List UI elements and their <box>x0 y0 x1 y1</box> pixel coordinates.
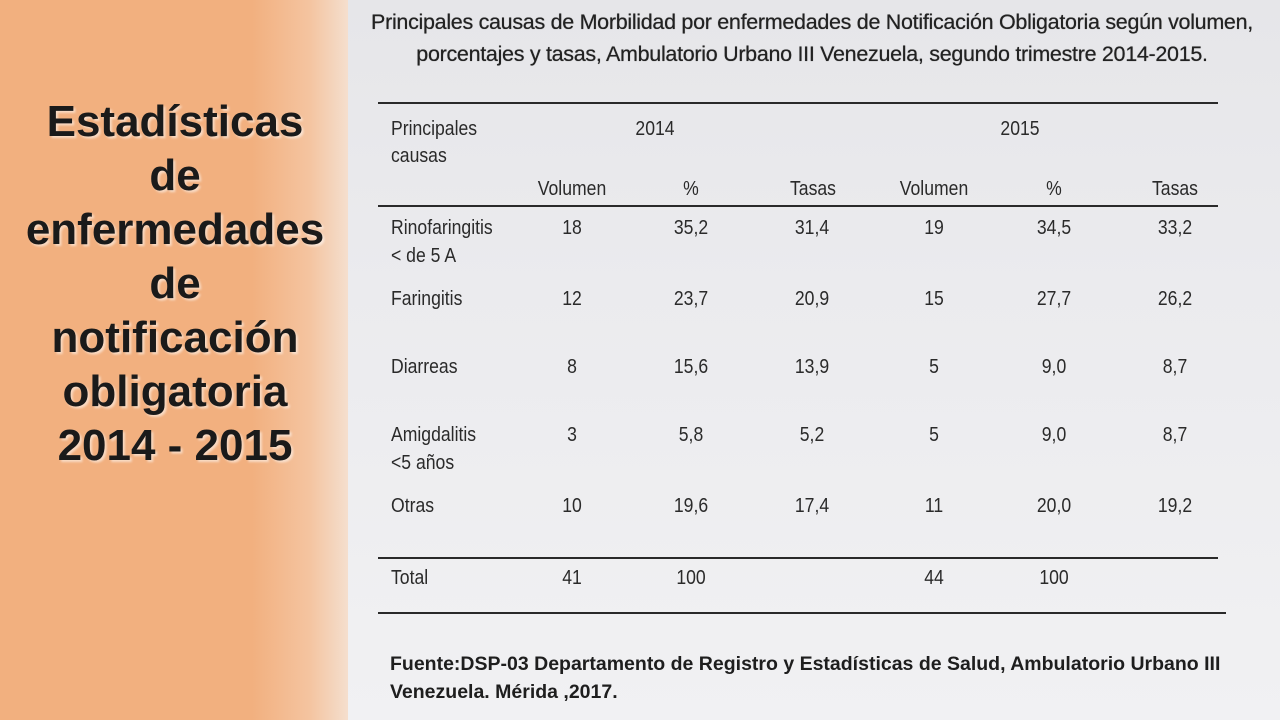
cell-tasas-2015: 19,2 <box>1157 495 1193 517</box>
cell-tasas-2014: 17,4 <box>794 495 830 517</box>
table-total-rule <box>378 557 1218 559</box>
cell-tasas-2014: 5,2 <box>799 424 825 446</box>
header-year-2014: 2014 <box>635 118 675 140</box>
cell-volumen-2015: 15 <box>924 288 944 310</box>
row-cause: Amigdalitis <box>391 424 477 446</box>
cell-percent-2014: 35,2 <box>673 217 709 239</box>
slide-title <box>0 95 350 473</box>
total-volumen-2014: 41 <box>562 567 582 589</box>
header-year-2015: 2015 <box>1000 118 1040 140</box>
cell-tasas-2015: 8,7 <box>1162 356 1188 378</box>
subheader-percent-2014: % <box>683 178 699 200</box>
cell-percent-2014: 15,6 <box>673 356 709 378</box>
slide-title-line: notificación <box>51 313 299 362</box>
slide-title-line: enfermedades <box>25 205 325 254</box>
row-cause: Diarreas <box>391 356 458 378</box>
left-title-panel <box>0 0 360 720</box>
total-volumen-2015: 44 <box>924 567 944 589</box>
table-caption <box>356 6 1268 70</box>
cell-volumen-2014: 12 <box>562 288 582 310</box>
source-line: Fuente:DSP-03 Departamento de Registro y Estadísticas de Salud, Ambulatorio Urbano III <box>390 653 1221 675</box>
table-bottom-rule <box>378 612 1226 614</box>
subheader-tasas-2015: Tasas <box>1152 178 1198 200</box>
cell-volumen-2014: 10 <box>562 495 582 517</box>
cell-tasas-2014: 20,9 <box>794 288 830 310</box>
cell-volumen-2014: 18 <box>562 217 582 239</box>
cell-percent-2015: 27,7 <box>1036 288 1072 310</box>
total-label: Total <box>391 567 429 589</box>
cell-percent-2014: 23,7 <box>673 288 709 310</box>
slide-title-line: de <box>149 259 201 308</box>
slide-title-line: obligatoria <box>62 367 288 416</box>
total-percent-2015: 100 <box>1039 567 1069 589</box>
cell-tasas-2014: 31,4 <box>794 217 830 239</box>
table-source-note <box>390 650 1230 706</box>
table-caption-line: Principales causas de Morbilidad por enfermedades de Notificación Obligatoria según volumen, <box>371 10 1253 34</box>
cell-volumen-2014: 3 <box>567 424 577 446</box>
slide-title-line: 2014 - 2015 <box>57 421 293 470</box>
cell-percent-2014: 5,8 <box>678 424 704 446</box>
cell-percent-2014: 19,6 <box>673 495 709 517</box>
table-top-rule <box>378 102 1218 104</box>
table-document-image <box>348 0 1280 720</box>
table-header-rule <box>378 205 1218 207</box>
subheader-volumen-2015: Volumen <box>899 178 969 200</box>
cell-tasas-2015: 8,7 <box>1162 424 1188 446</box>
total-percent-2014: 100 <box>676 567 706 589</box>
cell-tasas-2015: 33,2 <box>1157 217 1193 239</box>
cell-volumen-2015: 5 <box>929 356 939 378</box>
cell-tasas-2015: 26,2 <box>1157 288 1193 310</box>
cell-percent-2015: 34,5 <box>1036 217 1072 239</box>
cell-percent-2015: 9,0 <box>1041 356 1067 378</box>
cell-volumen-2015: 19 <box>924 217 944 239</box>
slide-title-line: Estadísticas <box>46 97 304 146</box>
cell-volumen-2015: 5 <box>929 424 939 446</box>
row-cause: Faringitis <box>391 288 463 310</box>
cell-percent-2015: 9,0 <box>1041 424 1067 446</box>
row-cause-sub: <5 años <box>391 452 455 474</box>
header-cause: Principales <box>391 118 478 140</box>
subheader-percent-2015: % <box>1046 178 1062 200</box>
slide-title-line: de <box>149 151 201 200</box>
row-cause-sub: < de 5 A <box>391 245 457 267</box>
cell-tasas-2014: 13,9 <box>794 356 830 378</box>
subheader-tasas-2014: Tasas <box>790 178 836 200</box>
row-cause: Rinofaringitis <box>391 217 493 239</box>
source-line: Venezuela. Mérida ,2017. <box>390 681 618 703</box>
table-caption-line: porcentajes y tasas, Ambulatorio Urbano III Venezuela, segundo trimestre 2014-2015. <box>416 42 1208 66</box>
cell-volumen-2014: 8 <box>567 356 577 378</box>
header-cause: causas <box>391 145 447 167</box>
row-cause: Otras <box>391 495 435 517</box>
cell-percent-2015: 20,0 <box>1036 495 1072 517</box>
cell-volumen-2015: 11 <box>924 495 944 517</box>
subheader-volumen-2014: Volumen <box>537 178 607 200</box>
